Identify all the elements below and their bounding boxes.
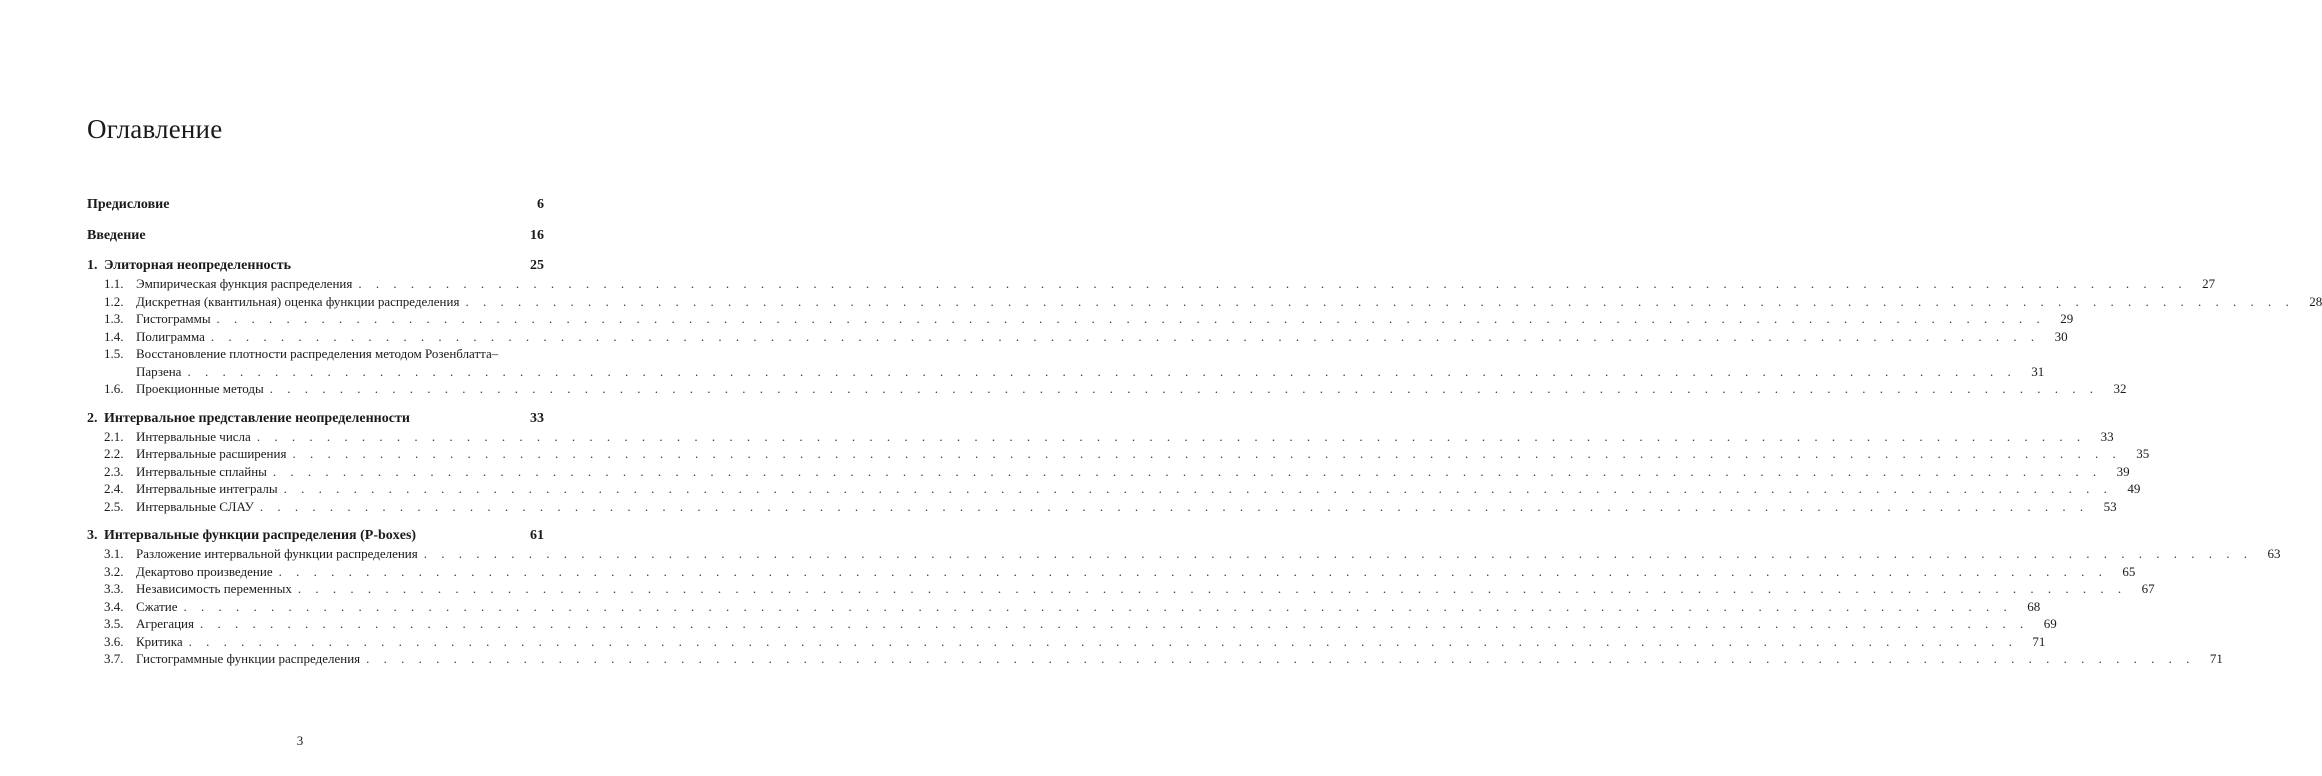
chapter-title: Интервальное представление неопределенности: [104, 410, 410, 426]
section-entry[interactable]: [87, 563, 2136, 581]
section-title: Гистограммные функции распределения: [136, 651, 361, 666]
dot-leader: [200, 615, 2029, 633]
section-number: 2.5.: [104, 498, 124, 514]
section-number: 2.1.: [104, 428, 124, 444]
section-number: 1.3.: [104, 311, 124, 326]
chapter-page: 25: [530, 258, 544, 273]
section-entry[interactable]: [87, 615, 2057, 633]
toc-entry-introduction[interactable]: [87, 227, 544, 245]
section-number: 3.4.: [104, 598, 124, 614]
section-title: Разложение интервальной функции распределения: [136, 546, 418, 561]
section-entry[interactable]: [87, 345, 2045, 380]
dot-leader: [211, 328, 2040, 346]
dot-leader: [217, 310, 2046, 328]
chapter-number: 1.: [87, 258, 98, 273]
section-number: 1.4.: [104, 328, 124, 344]
section-entry[interactable]: [87, 650, 2223, 668]
table-of-contents: [87, 196, 2322, 668]
section-entry[interactable]: [87, 275, 2216, 293]
section-entry[interactable]: [87, 545, 2281, 563]
dot-leader: [424, 545, 2253, 563]
section-entry[interactable]: [87, 445, 2150, 463]
section-entry[interactable]: [87, 498, 2117, 516]
dot-leader: [184, 598, 2013, 616]
section-number: 2.3.: [104, 463, 124, 479]
chapter-number: 3.: [87, 528, 98, 543]
section-title: Агрегация: [136, 616, 194, 631]
section-page: 39: [2116, 463, 2130, 479]
chapter-1: [87, 257, 2322, 398]
section-page: 65: [2122, 563, 2136, 579]
section-number: 3.7.: [104, 651, 124, 666]
chapter-heading[interactable]: [87, 257, 544, 275]
dot-leader: [298, 580, 2127, 598]
toc-entry-label: Введение: [87, 228, 146, 243]
section-page: 49: [2127, 481, 2141, 496]
chapter-heading[interactable]: [87, 410, 544, 428]
section-entry[interactable]: [87, 428, 2114, 446]
section-page: 33: [2100, 428, 2114, 444]
section-title: Интервальные расширения: [136, 446, 287, 461]
section-page: 28: [2309, 293, 2322, 309]
section-number: 3.1.: [104, 546, 124, 561]
section-number: 1.6.: [104, 381, 124, 396]
section-number: 3.5.: [104, 616, 124, 631]
section-page: 68: [2027, 598, 2041, 614]
chapter-3: [87, 527, 2281, 668]
section-page: 29: [2060, 311, 2074, 326]
chapter-2: [87, 410, 2150, 516]
section-page: 30: [2054, 328, 2068, 344]
section-page: 71: [2209, 651, 2223, 666]
section-title-line2: Парзена: [136, 363, 182, 379]
section-title-line1: Восстановление плотности распределения методом Розенблатта–: [136, 346, 499, 361]
section-page: 67: [2141, 581, 2155, 596]
dot-leader: [270, 380, 2099, 398]
section-page: 69: [2043, 616, 2057, 631]
toc-entry-page: 16: [530, 228, 544, 243]
dot-leader: [189, 633, 2018, 651]
section-entry[interactable]: [87, 580, 2155, 598]
section-entry[interactable]: [87, 598, 2041, 616]
chapter-title: Элиторная неопределенность: [104, 258, 292, 273]
dot-leader: [358, 275, 2187, 293]
toc-entry-page: 6: [537, 197, 544, 212]
chapter-title: Интервальные функции распределения (P-boxes): [104, 528, 417, 543]
dot-leader: [273, 463, 2102, 481]
dot-leader: [284, 480, 2113, 498]
section-number: 2.4.: [104, 481, 124, 496]
section-entry[interactable]: [87, 310, 2074, 328]
section-title: Независимость переменных: [136, 581, 292, 596]
section-number: 1.5.: [104, 346, 124, 361]
section-title: Проекционные методы: [136, 381, 264, 396]
section-title: Интервальные СЛАУ: [136, 498, 254, 514]
section-title: Гистограммы: [136, 311, 211, 326]
section-page: 31: [2031, 363, 2045, 379]
chapter-number: 2.: [87, 410, 98, 426]
toc-entry-preface[interactable]: [87, 196, 544, 214]
section-number: 3.2.: [104, 563, 124, 579]
section-number: 1.1.: [104, 276, 124, 291]
toc-entry-label: Предисловие: [87, 197, 170, 212]
section-title: Интервальные интегралы: [136, 481, 278, 496]
chapter-page: 33: [530, 410, 544, 426]
section-number: 3.6.: [104, 633, 124, 649]
section-number: 1.2.: [104, 293, 124, 309]
chapter-page: 61: [530, 528, 544, 543]
section-title: Критика: [136, 633, 183, 649]
section-entry[interactable]: [87, 380, 2127, 398]
section-page: 71: [2032, 633, 2046, 649]
section-title: Полиграмма: [136, 328, 205, 344]
section-page: 32: [2113, 381, 2127, 396]
section-page: 53: [2103, 498, 2117, 514]
dot-leader: [292, 445, 2121, 463]
section-entry[interactable]: [87, 633, 2046, 651]
dot-leader: [257, 428, 2086, 446]
section-title: Декартово произведение: [136, 563, 273, 579]
section-entry[interactable]: [87, 293, 2322, 311]
dot-leader: [187, 363, 2016, 381]
section-title: Эмпирическая функция распределения: [136, 276, 353, 291]
dot-leader: [366, 650, 2195, 668]
dot-leader: [279, 563, 2108, 581]
section-number: 2.2.: [104, 446, 124, 461]
page-title: Оглавление: [87, 114, 223, 144]
section-title: Интервальные сплайны: [136, 463, 267, 479]
section-entry[interactable]: [87, 328, 2068, 346]
section-entry[interactable]: [87, 463, 2130, 481]
section-title: Интервальные числа: [136, 428, 251, 444]
chapter-heading[interactable]: [87, 527, 544, 545]
section-number: 3.3.: [104, 581, 124, 596]
section-entry[interactable]: [87, 480, 2141, 498]
section-page: 27: [2202, 276, 2216, 291]
page-number: 3: [296, 733, 304, 748]
section-page: 63: [2267, 546, 2281, 561]
dot-leader: [260, 498, 2089, 516]
section-title: Сжатие: [136, 598, 178, 614]
dot-leader: [465, 293, 2294, 311]
section-title: Дискретная (квантильная) оценка функции распределения: [136, 293, 460, 309]
section-page: 35: [2136, 446, 2150, 461]
